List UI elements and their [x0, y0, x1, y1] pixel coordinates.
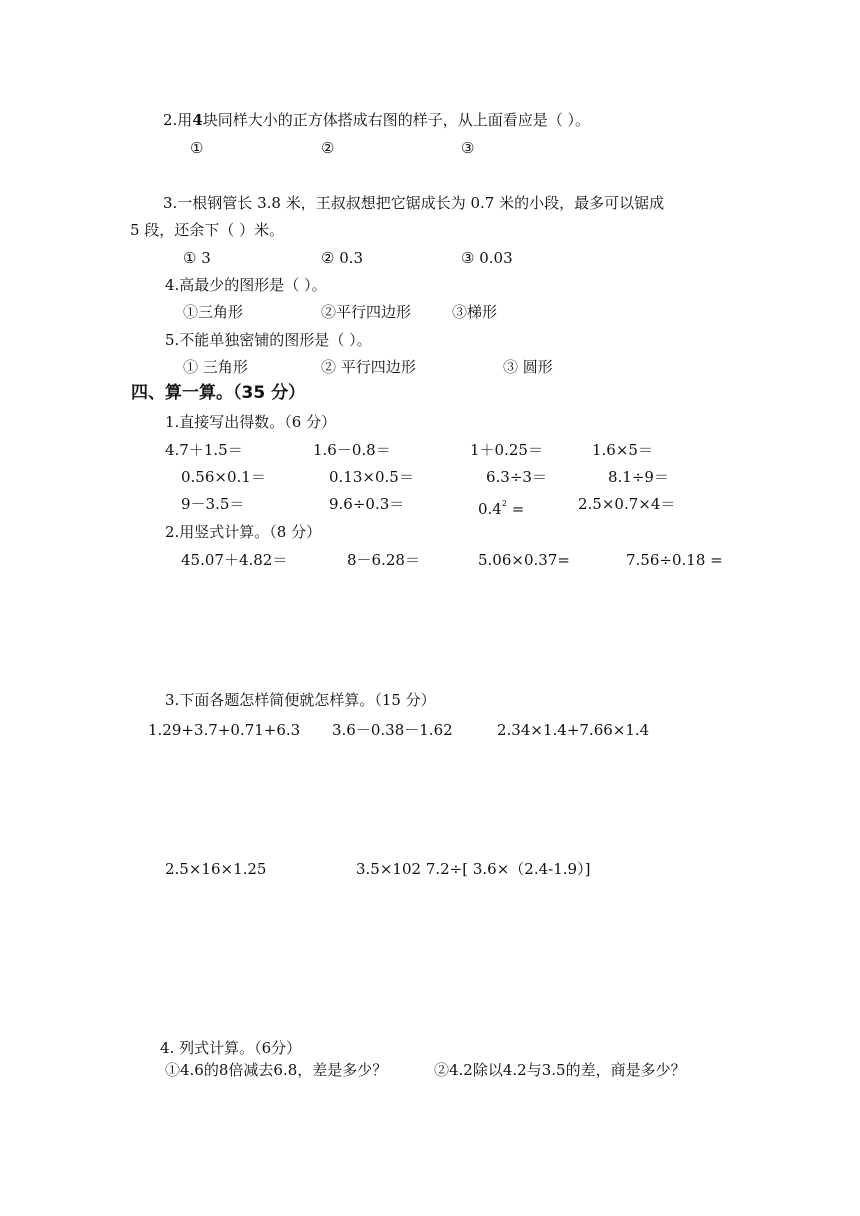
question-2-prefix: 2.用: [163, 111, 193, 129]
part-2-title: 2.用竖式计算。（8 分）: [165, 523, 322, 541]
oral-item-square: [478, 494, 524, 519]
oral-item: 1.6×5＝: [592, 441, 653, 459]
vertical-calc-item: 45.07＋4.82＝: [181, 551, 288, 569]
word-problem-1: ①4.6的8倍减去6.8，差是多少？: [165, 1061, 388, 1079]
question-3-line-2: 5 段，还余下（ ）米。: [130, 221, 285, 239]
simplify-item: 1.29+3.7+0.71+6.3: [148, 721, 301, 739]
oral-item: 9.6÷0.3＝: [329, 495, 405, 513]
section-4-title: 四、算一算。（35 分）: [131, 383, 306, 403]
question-3-option-3: ③ 0.03: [461, 249, 513, 267]
oral-item: 1.6－0.8＝: [313, 441, 391, 459]
question-4-option-1: ①三角形: [183, 303, 244, 321]
part-3-title: 3.下面各题怎样简便就怎样算。（15 分）: [165, 691, 436, 709]
question-2-option-2: ②: [321, 139, 335, 157]
question-2-option-1: ①: [190, 139, 204, 157]
oral-item: 0.56×0.1＝: [181, 468, 266, 486]
part-1-title: 1.直接写出得数。（6 分）: [165, 413, 337, 431]
simplify-item: 3.5×102 7.2÷[ 3.6×（2.4-1.9）]: [356, 860, 591, 878]
question-3-option-2: ② 0.3: [321, 249, 364, 267]
square-base: 0.4: [478, 500, 502, 518]
oral-item: 4.7＋1.5＝: [165, 441, 243, 459]
question-5-option-1: ① 三角形: [183, 358, 248, 376]
oral-item: 8.1÷9＝: [608, 468, 669, 486]
vertical-calc-item: 5.06×0.37=: [478, 551, 570, 569]
word-problem-2: ②4.2除以4.2与3.5的差，商是多少？: [434, 1061, 686, 1079]
square-equals: =: [506, 500, 525, 518]
question-3-line-1: 3.一根钢管长 3.8 米，王叔叔想把它锯成长为 0.7 米的小段，最多可以锯成: [163, 194, 665, 212]
question-2: [163, 110, 590, 130]
square-exponent: 2: [501, 499, 507, 508]
part-4-title: 4. 列式计算。（6分）: [160, 1039, 302, 1057]
simplify-item: 2.34×1.4+7.66×1.4: [497, 721, 650, 739]
vertical-calc-item: 8－6.28＝: [347, 551, 420, 569]
question-5-option-2: ② 平行四边形: [321, 358, 416, 376]
simplify-item: 2.5×16×1.25: [165, 860, 267, 878]
oral-item: 2.5×0.7×4＝: [578, 495, 676, 513]
question-3-option-1: ① 3: [183, 249, 211, 267]
question-2-text: 块同样大小的正方体搭成右图的样子，从上面看应是（ ）。: [202, 111, 591, 129]
question-5: 5.不能单独密铺的图形是（ ）。: [165, 331, 372, 349]
simplify-item: 3.6－0.38－1.62: [332, 721, 453, 739]
question-4: 4.高最少的图形是（ ）。: [165, 276, 327, 294]
vertical-calc-item: 7.56÷0.18 =: [626, 551, 723, 569]
question-4-option-3: ③梯形: [452, 303, 498, 321]
oral-item: 6.3÷3＝: [486, 468, 547, 486]
question-4-option-2: ②平行四边形: [321, 303, 412, 321]
oral-item: 9－3.5＝: [181, 495, 245, 513]
question-2-option-3: ③: [461, 139, 475, 157]
question-2-number: 4: [192, 111, 203, 129]
oral-item: 1＋0.25＝: [470, 441, 543, 459]
question-5-option-3: ③ 圆形: [503, 358, 553, 376]
oral-item: 0.13×0.5＝: [329, 468, 414, 486]
